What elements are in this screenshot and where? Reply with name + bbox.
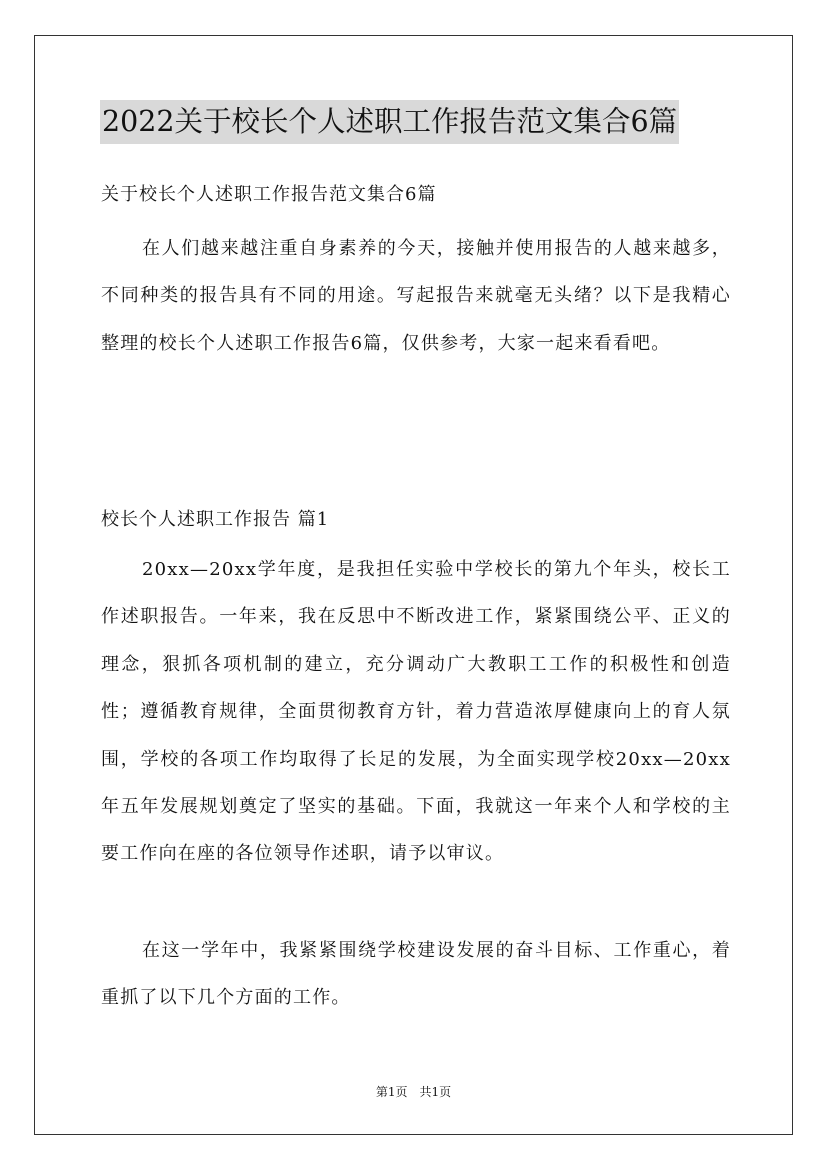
document-title: 2022关于校长个人述职工作报告范文集合6篇 — [100, 100, 679, 144]
page-footer: 第1页 共1页 — [375, 1085, 452, 1099]
body-paragraph-2: 在这一学年中，我紧紧围绕学校建设发展的奋斗目标、工作重心，着重抓了以下几个方面的工作。 — [101, 940, 731, 1009]
section-heading: 校长个人述职工作报告 篇1 — [101, 509, 330, 530]
body-paragraph-1: 20xx—20xx学年度，是我担任实验中学校长的第九个年头，校长工作述职报告。一年来，我在反思中不断改进工作，紧紧围绕公平、正义的理念，狠抓各项机制的建立，充分调动广大教职工工作的积极性和创造性；遵循教育规律，全面贯彻教育方针，着力营造浓厚健康向上的育人氛围，学校的各项工作均取得了长足的发展，为全面实现学校20xx—20xx年五年发展规划奠定了坚实的基础。下面，我就这一年来个人和学校的主要工作向在座的各位领导作述职，请予以审议。 — [101, 559, 731, 865]
intro-paragraph: 在人们越来越注重自身素养的今天，接触并使用报告的人越来越多，不同种类的报告具有不同的用途。写起报告来就毫无头绪？以下是我精心整理的校长个人述职工作报告6篇，仅供参考，大家一起来看看吧。 — [101, 238, 731, 354]
document-subtitle: 关于校长个人述职工作报告范文集合6篇 — [101, 184, 437, 205]
